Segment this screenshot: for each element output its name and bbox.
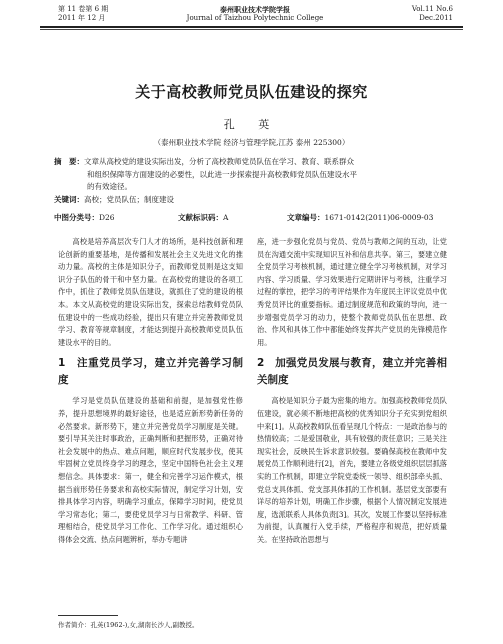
author-name: 孔 英 — [223, 118, 280, 131]
volume-issue: 第 11 卷第 6 期 — [58, 5, 109, 13]
journal-issue-info — [58, 5, 108, 23]
doc-code-label: 文献标识码： — [178, 213, 223, 222]
author-affiliation: （泰州职业技术学院 经济与管理学院,江苏 泰州 225300） — [153, 138, 350, 147]
journal-name-english: Journal of Taizhou Polytechnic College — [186, 14, 324, 22]
section-2-paragraph: 高校是知识分子最为密集的地方。加强高校教师党员队伍建设，就必须不断地把高校的优秀知识分子充实到党组织中来[1]。从高校教师队伍看呈现几个特点：一是政治参与的热情较高；二是爱国敬业，具有较强的责任意识；三是关注现实社会，反映民生诉求意识较强。要确保高校在教师中发展党员工作顺利进行[2]，首先，要建立各级党组织层层抓落实的工作机制，即建立学院党委统一领导、组织部牵头抓、党总支具体抓、党支部具体抓的工作机制。基层党支部要有详尽的培养计划，明确工作步骤，根据个人情况制定发展进度，选派联系人具体负责[3]。其次，发展工作要以坚持标准为前提，认真履行入党手续，严格程序和规范，把好质量关。在坚持政治思想与 — [257, 396, 447, 544]
journal-volume-en — [412, 5, 453, 23]
journal-name — [160, 5, 350, 23]
abstract-text-3: 的有效途径。 — [87, 182, 132, 191]
section-1-heading: 1 注重党员学习，建立并完善学习制度 — [58, 357, 243, 387]
article-number-label: 文章编号： — [287, 213, 325, 222]
keywords-label: 关键词： — [54, 194, 84, 204]
clc-number — [54, 212, 115, 223]
continued-paragraph: 座，进一步强化党员与党员、党员与教师之间的互动，让党员在沟通交流中实现知识互补和信息共享。第三，要建立健全党员学习考核机制，通过建立健全学习考核机制，对学习内容、学习质量、学习效果进行定期讲评与考核，注重学习过程的掌控，把学习的考评结果作为年度民主评议党员中优秀党员评比的重要指标。通过制度规范和政策的导向，进一步增强党员学习的动力，使整个教师党员队伍在思想、政治、作风和具体工作中都能始终发挥共产党员的先锋模范作用。 — [257, 237, 447, 347]
abstract-line-1 — [54, 156, 454, 169]
footnote-rule — [58, 615, 118, 616]
clc-label: 中图分类号： — [54, 213, 99, 222]
publication-date: 2011 年 12 月 — [58, 14, 106, 22]
right-column — [257, 236, 447, 546]
keywords-line — [54, 194, 454, 207]
author-bio-footnote: 作者简介：孔英(1962-),女,湖南长沙人,副教授。 — [58, 621, 199, 629]
date-en: Dec.2011 — [419, 14, 453, 22]
clc-value: D26 — [99, 213, 115, 222]
article-title: 关于高校教师党员队伍建设的探究 — [135, 83, 368, 101]
header-rule — [40, 26, 463, 28]
abstract-text-1: 文章从高校党的建设实际出发，分析了高校教师党员队伍在学习、教育、联系群众 — [84, 157, 354, 166]
left-column — [58, 236, 243, 546]
keywords-text: 高校；党员队伍；制度建设 — [84, 194, 174, 204]
intro-paragraph: 高校是培养高层次专门人才的场所，是科技创新和理论创新的重要基地，是传播和发展社会主义先进文化的推动力量。高校的主体是知识分子，而教师党员则是这支知识分子队伍的骨干和中坚力量。在高校党的建设的各项工作中，抓住了教师党员队伍建设，就抓住了党的建设的根本。本文从高校党的建设实际出发，探索总结教师党员队伍建设中的一些成功经验，提出只有建立并完善教师党员学习、教育等规章制度，才能达到提升高校教师党员队伍建设水平的目的。 — [58, 237, 243, 347]
article-number — [287, 212, 433, 223]
abstract-label: 摘 要： — [54, 157, 84, 166]
article-number-value: 1671-0142(2011)06-0009-03 — [324, 213, 434, 222]
abstract-text-2: 和组织保障等方面建设的必要性，以此进一步探索提升高校教师党员队伍建设水平 — [87, 169, 357, 179]
journal-name-chinese: 泰州职业技术学院学报 — [220, 5, 290, 14]
section-1-paragraph: 学习是党员队伍建设的基础和前提，是加强党性修养，提升思想境界的最好途径，也是适应新形势新任务的必然要求。新形势下，建立并完善党员学习制度是关键。要引导其关注时事政治，正确判断和把握形势，正确对待社会发展中的热点、难点问题，顺应时代发展步伐，使其牢固树立党员终身学习的理念，坚定中国特色社会主义理想信念。具体要求：第一，健全和完善学习运作模式，根据当前形势任务要求和高校实际情况，制定学习计划，安排具体学习内容，明确学习重点，保障学习时间，使党员学习常态化；第二，要使党员学习与日常教学、科研、管理相结合，使党员学习工作化、工作学习化。通过组织心得体会交流、热点问题辨析，举办专题讲 — [58, 396, 243, 544]
document-code — [178, 212, 228, 223]
section-2-heading: 2 加强党员发展与教育，建立并完善相关制度 — [257, 357, 447, 387]
header-rule-thin — [40, 29, 463, 30]
abstract-block — [54, 156, 454, 206]
volume-en: Vol.11 No.6 — [411, 5, 453, 13]
doc-code-value: A — [223, 213, 229, 222]
